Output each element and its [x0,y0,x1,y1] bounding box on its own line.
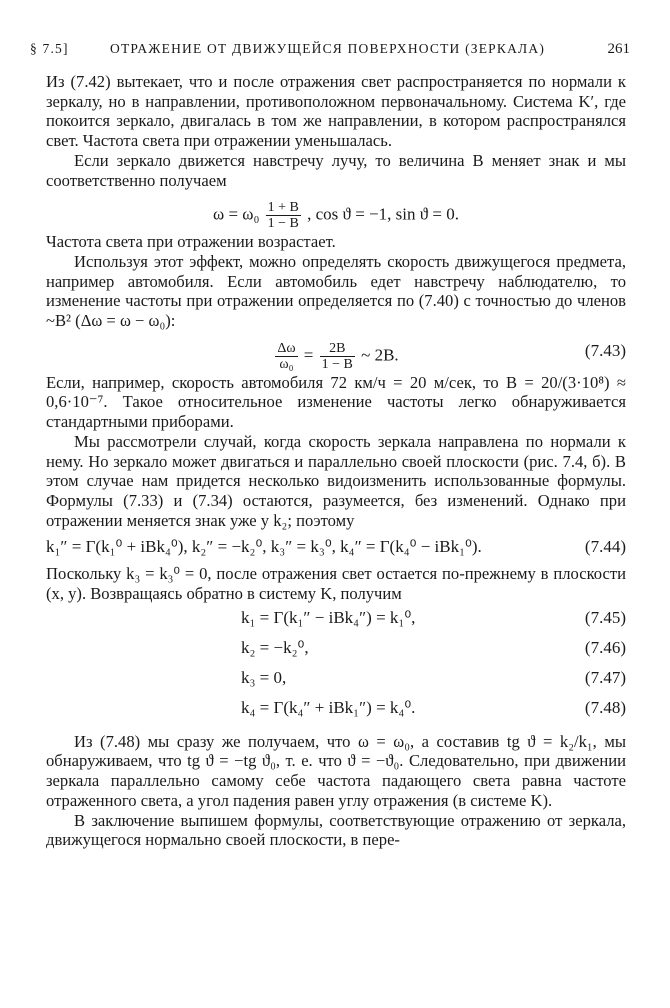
equation-7-45 [46,604,626,634]
denominator: 1 − B [321,356,353,372]
equation-body: k₂ = −k₂⁰, [241,637,309,657]
equation-number: (7.47) [584,667,626,687]
equation-number: (7.46) [584,637,626,657]
denominator: 1 − B [267,216,299,232]
page-body [46,72,626,850]
equation-7-47 [46,664,626,694]
paragraph: Если зеркало движется навстречу лучу, то величина B меняет знак и мы соответственно получаем [46,150,626,190]
equation-part: ω = ω₀ [213,204,260,224]
paragraph: В заключение выпишем формулы, соответствующие отражению от зеркала, движущегося нормально своей плоскости, в пере- [46,810,626,850]
running-header [30,41,630,63]
equation-body: k₄ = Γ(k₄″ + iBk₁″) = k₄⁰. [241,697,416,717]
paragraph: Из (7.48) мы сразу же получаем, что ω = ω₀, а составив tg ϑ = k₂/k₁, мы обнаруживаем, что tg ϑ = −tg ϑ₀, т. е. что ϑ = −ϑ₀. Следовательно, при движении зеркала параллельно самому себе частота падающего света равна частоте отраженного света, а угол падения равен углу отражения (в системе K). [46,731,626,810]
page-number: 261 [607,41,630,57]
equation-omega [46,190,626,232]
paragraph: Из (7.42) вытекает, что и после отражения свет распространяется по нормали к зеркалу, но в направлении, противоположном первоначальному. Система K′, где покоится зеркало, двигалась в том же направлении, в котором распространялся свет. Частота света при отражении уменьшалась. [46,72,626,151]
spacer [46,724,626,732]
equation-number: (7.48) [584,697,626,717]
equation-part: , cos ϑ = −1, sin ϑ = 0. [307,204,459,224]
running-title: ОТРАЖЕНИЕ ОТ ДВИЖУЩЕЙСЯ ПОВЕРХНОСТИ (ЗЕРКАЛА) [110,41,546,56]
equation-number: (7.43) [584,340,626,360]
paragraph: Частота света при отражении возрастает. [46,232,336,252]
denominator: ω₀ [279,356,294,372]
equation-7-43 [46,331,626,373]
equation-body: k₃ = 0, [241,667,287,687]
equation-7-48 [46,694,626,724]
equation-number: (7.45) [584,607,626,627]
paragraph: Поскольку k₃ = k₃⁰ = 0, после отражения свет остается по-прежнему в плоскости (x, y). Возвращаясь обратно в систему K, получим [46,564,626,604]
paragraph: Мы рассмотрели случай, когда скорость зеркала направлена по нормали к нему. Но зеркало может двигаться и параллельно своей плоскости (рис. 7.4, б). В этом случае нам придется несколько видоизменить использованные формулы. Формулы (7.33) и (7.34) остаются, разумеется, без изменений. Однако при отражении меняется знак уже у k₂; поэтому [46,431,626,530]
equation-part: = [303,345,318,365]
fraction [275,341,297,372]
equation-part: ~ 2B. [361,345,399,365]
fraction [266,200,301,231]
numerator: Δω [277,340,296,356]
numerator: 1 + B [267,200,299,216]
equation-number: (7.44) [584,537,626,557]
paragraph: Если, например, скорость автомобиля 72 км/ч = 20 м/сек, то B = 20/(3·10⁸) ≈ 0,6·10⁻⁷. Такое относительное изменение частоты легко обнаруживается стандартными приборами. [46,372,626,432]
equation-7-46 [46,634,626,664]
numerator: 2B [320,341,355,357]
equation-body: k₁ = Γ(k₁″ − iBk₄″) = k₁⁰, [241,607,416,627]
paragraph: Используя этот эффект, можно определять скорость движущегося предмета, например автомобиля. Если автомобиль едет навстречу наблюдателю, то изменение частоты при отражении определяется по (7.40) с точностью до членов ~B² (Δω = ω − ω₀): [46,251,626,331]
fraction [320,341,355,372]
equation-7-44 [46,530,626,564]
section-number: § 7.5] [30,41,69,56]
equation-body: k₁″ = Γ(k₁⁰ + iBk₄⁰), k₂″ = −k₂⁰, k₃″ = k₃⁰, k₄″ = Γ(k₄⁰ − iBk₁⁰). [46,537,482,557]
